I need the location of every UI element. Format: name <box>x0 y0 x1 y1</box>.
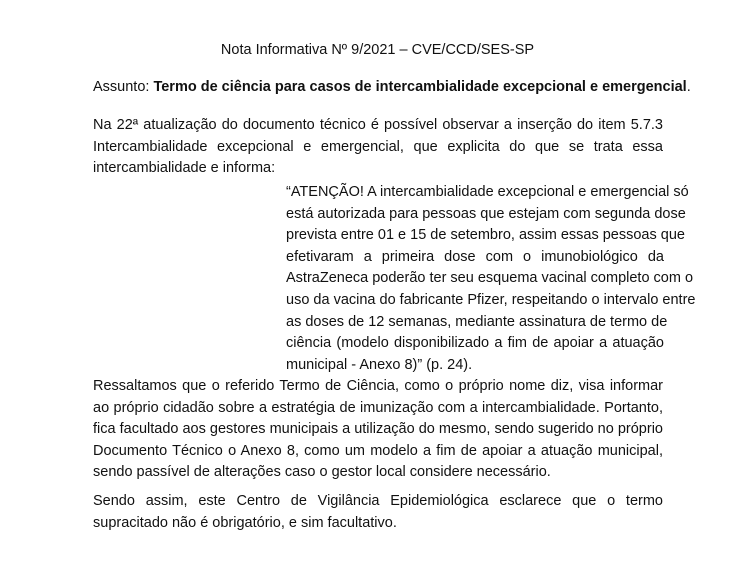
quote-line: está autorizada para pessoas que estejam com segunda dose <box>286 205 686 222</box>
quote-line: prevista entre 01 e 15 de setembro, assim essas pessoas que <box>286 227 685 244</box>
paragraph-line: Documento Técnico o Anexo 8, como um modelo a fim de apoiar a atuação municipal, <box>93 442 663 459</box>
subject-label: Assunto: <box>93 79 154 95</box>
quote-line: municipal - Anexo 8)” (p. 24). <box>286 356 473 373</box>
quote-line: “ATENÇÃO! A intercambialidade excepcional e emergencial só <box>286 184 689 200</box>
paragraph-line: Na 22ª atualização do documento técnico é possível observar a inserção do item 5.7.3 <box>93 117 663 133</box>
paragraph-line: Intercambialidade excepcional e emergencial, que explicita do que se trata essa <box>93 138 663 155</box>
paragraph-conclusion <box>93 491 663 534</box>
paragraph-consent-term <box>93 376 663 484</box>
paragraph-line: sendo passível de alterações caso o gestor local considere necessário. <box>93 464 551 480</box>
subject-end: . <box>686 79 691 95</box>
quote-line: ciência (modelo disponibilizado a fim de apoiar a atuação <box>286 335 664 352</box>
subject-line <box>93 77 693 97</box>
paragraph-line: fica facultado aos gestores municipais a utilização do mesmo, sendo sugerido no próprio <box>93 421 663 437</box>
paragraph-line: supracitado não é obrigatório, e sim facultativo. <box>93 514 397 531</box>
paragraph-line: intercambialidade e informa: <box>93 160 276 176</box>
paragraph-line: ao próprio cidadão sobre a estratégia de imunização com a intercambialidade. Portanto, <box>93 399 663 416</box>
quote-line: AstraZeneca poderão ter seu esquema vacinal completo com o <box>286 270 694 287</box>
paragraph-line: Ressaltamos que o referido Termo de Ciência, como o próprio nome diz, visa informar <box>93 378 663 394</box>
subject-text: Termo de ciência para casos de intercambialidade excepcional e emergencial <box>153 79 687 95</box>
paragraph-line: Sendo assim, este Centro de Vigilância Epidemiológica esclarece que o termo <box>93 493 663 509</box>
quote-line: as doses de 12 semanas, mediante assinatura de termo de <box>286 313 668 330</box>
paragraph-intro <box>93 115 663 180</box>
quote-block <box>286 182 696 376</box>
document-title: Nota Informativa Nº 9/2021 – CVE/CCD/SES-SP <box>220 42 535 58</box>
quote-line: uso da vacina do fabricante Pfizer, respeitando o intervalo entre <box>286 291 696 308</box>
quote-line: efetivaram a primeira dose com o imunobiológico da <box>286 248 664 265</box>
